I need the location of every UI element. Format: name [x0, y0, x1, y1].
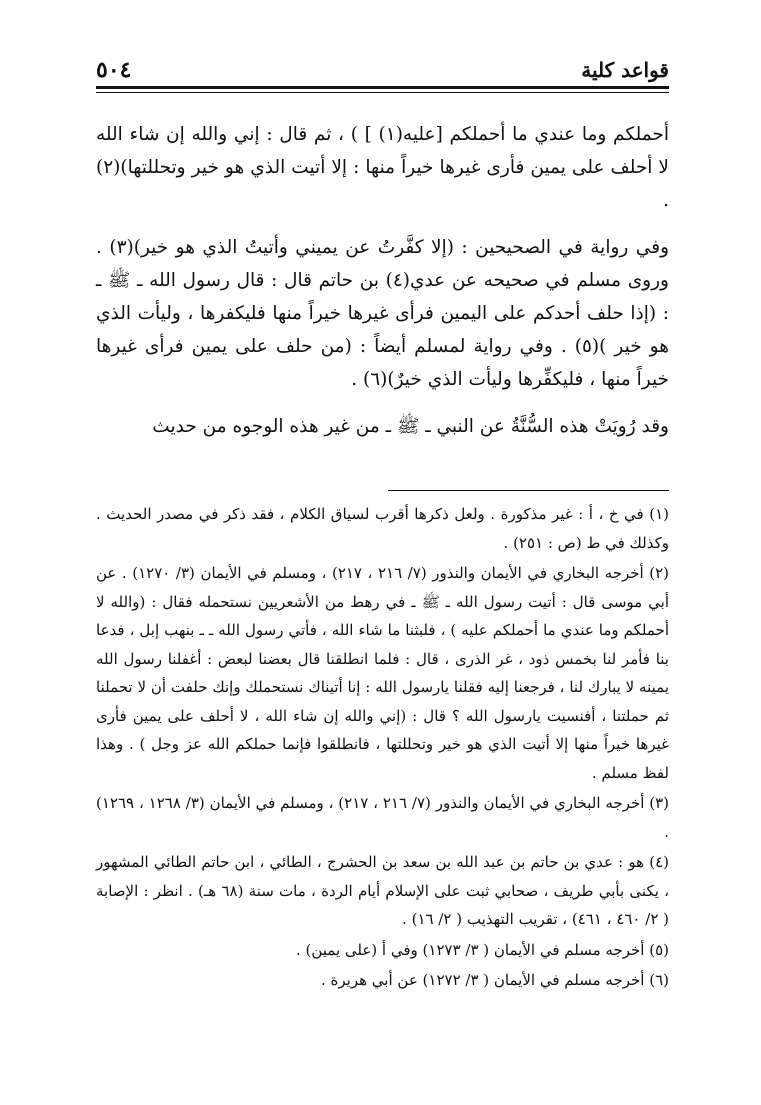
footnotes — [96, 500, 669, 995]
body-paragraph: وفي رواية في الصحيحين : (إلا كفَّرتُ عن يميني وأتيتُ الذي هو خير)(٣) . وروى مسلم في صحيحه عن عدي(٤) بن حاتم قال : قال رسول الله ـ ﷺ ـ : (إذا حلف أحدكم على اليمين فرأى غيرها خيراً منها فليكفرها ، وليأت الذي هو خير )(٥) . وفي رواية لمسلم أيضاً : (من حلف على يمين فرأى غيرها خيراً منها ، فليكفِّرها وليأت الذي خيرٌ)(٦) . — [96, 237, 670, 390]
footnote: (٤) هو : عدي بن حاتم بن عبد الله بن سعد بن الحشرج ، الطائي ، ابن حاتم الطائي المشهور ، يكنى بأبي طريف ، صحابي ثبت على الإسلام أيام الردة ، مات سنة (٦٨ هـ) . انظر : الإصابة ( ٢/ ٤٦٠ ، ٤٦١) ، تقريب التهذيب ( ٢/ ١٦) . — [96, 853, 669, 928]
footnote-separator — [388, 490, 669, 491]
page-header — [96, 44, 669, 84]
header-rule-thick — [96, 86, 669, 89]
footnote: (١) في خ ، أ : غير مذكورة . ولعل ذكرها أقرب لسياق الكلام ، فقد ذكر في مصدر الحديث . وكذلك في ط (ص : ٢٥١) . — [96, 505, 670, 552]
header-rule-thin — [96, 92, 669, 93]
running-title: قواعد كلية — [581, 58, 669, 82]
footnote: (٥) أخرجه مسلم في الأيمان ( ٣/ ١٢٧٣) وفي أ (على يمين) . — [295, 940, 669, 959]
main-text — [96, 118, 669, 457]
page-number: ٥٠٤ — [96, 57, 132, 83]
body-paragraph: وقد رُويَتْ هذه السُّنَّةُ عن النبي ـ ﷺ ـ من غير هذه الوجوه من حديث — [152, 416, 669, 437]
footnote: (٣) أخرجه البخاري في الأيمان والنذور (٧/ ٢١٦ ، ٢١٧) ، ومسلم في الأيمان (٣/ ١٢٦٨ ، ١٢٦٩) . — [96, 794, 670, 841]
footnote: (٢) أخرجه البخاري في الأيمان والنذور (٧/ ٢١٦ ، ٢١٧) ، ومسلم في الأيمان (٣/ ١٢٧٠) . عن أبي موسى قال : أتيت رسول الله ـ ﷺ ـ في رهط من الأشعريين نستحمله فقال : (والله لا أحملكم وما عندي ما أحملكم عليه ) ، فلبثنا ما شاء الله ، فأتي رسول الله ـ ـ بنهب إبل ، فدعا بنا فأمر لنا بخمس ذود ، غر الذرى ، قال : فلما انطلقنا قال بعضنا لبعض : أغفلنا رسول الله يمينه لا يبارك لنا ، فرجعنا إليه فقلنا يارسول الله : إنا أتيناك نستحملك وإنك حلفت أن لا تحملنا ثم حملتنا ، أفنسيت يارسول الله ؟ قال : (إني والله إن شاء الله ، لا أحلف على يمين فأرى غيرها خيراً منها إلا أتيت الذي هو خير وتحللتها ، فانطلقوا فإنما حملكم الله عز وجل ) . وهذا لفظ مسلم . — [96, 564, 670, 782]
footnote: (٦) أخرجه مسلم في الأيمان ( ٣/ ١٢٧٢) عن أبي هريرة . — [321, 971, 669, 989]
body-paragraph: أحملكم وما عندي ما أحملكم [عليه(١) ] ) ، ثم قال : إني والله إن شاء الله لا أحلف على يمين فأرى غيرها خيراً منها : إلا أتيت الذي هو خير وتحللتها)(٢) . — [96, 124, 669, 211]
